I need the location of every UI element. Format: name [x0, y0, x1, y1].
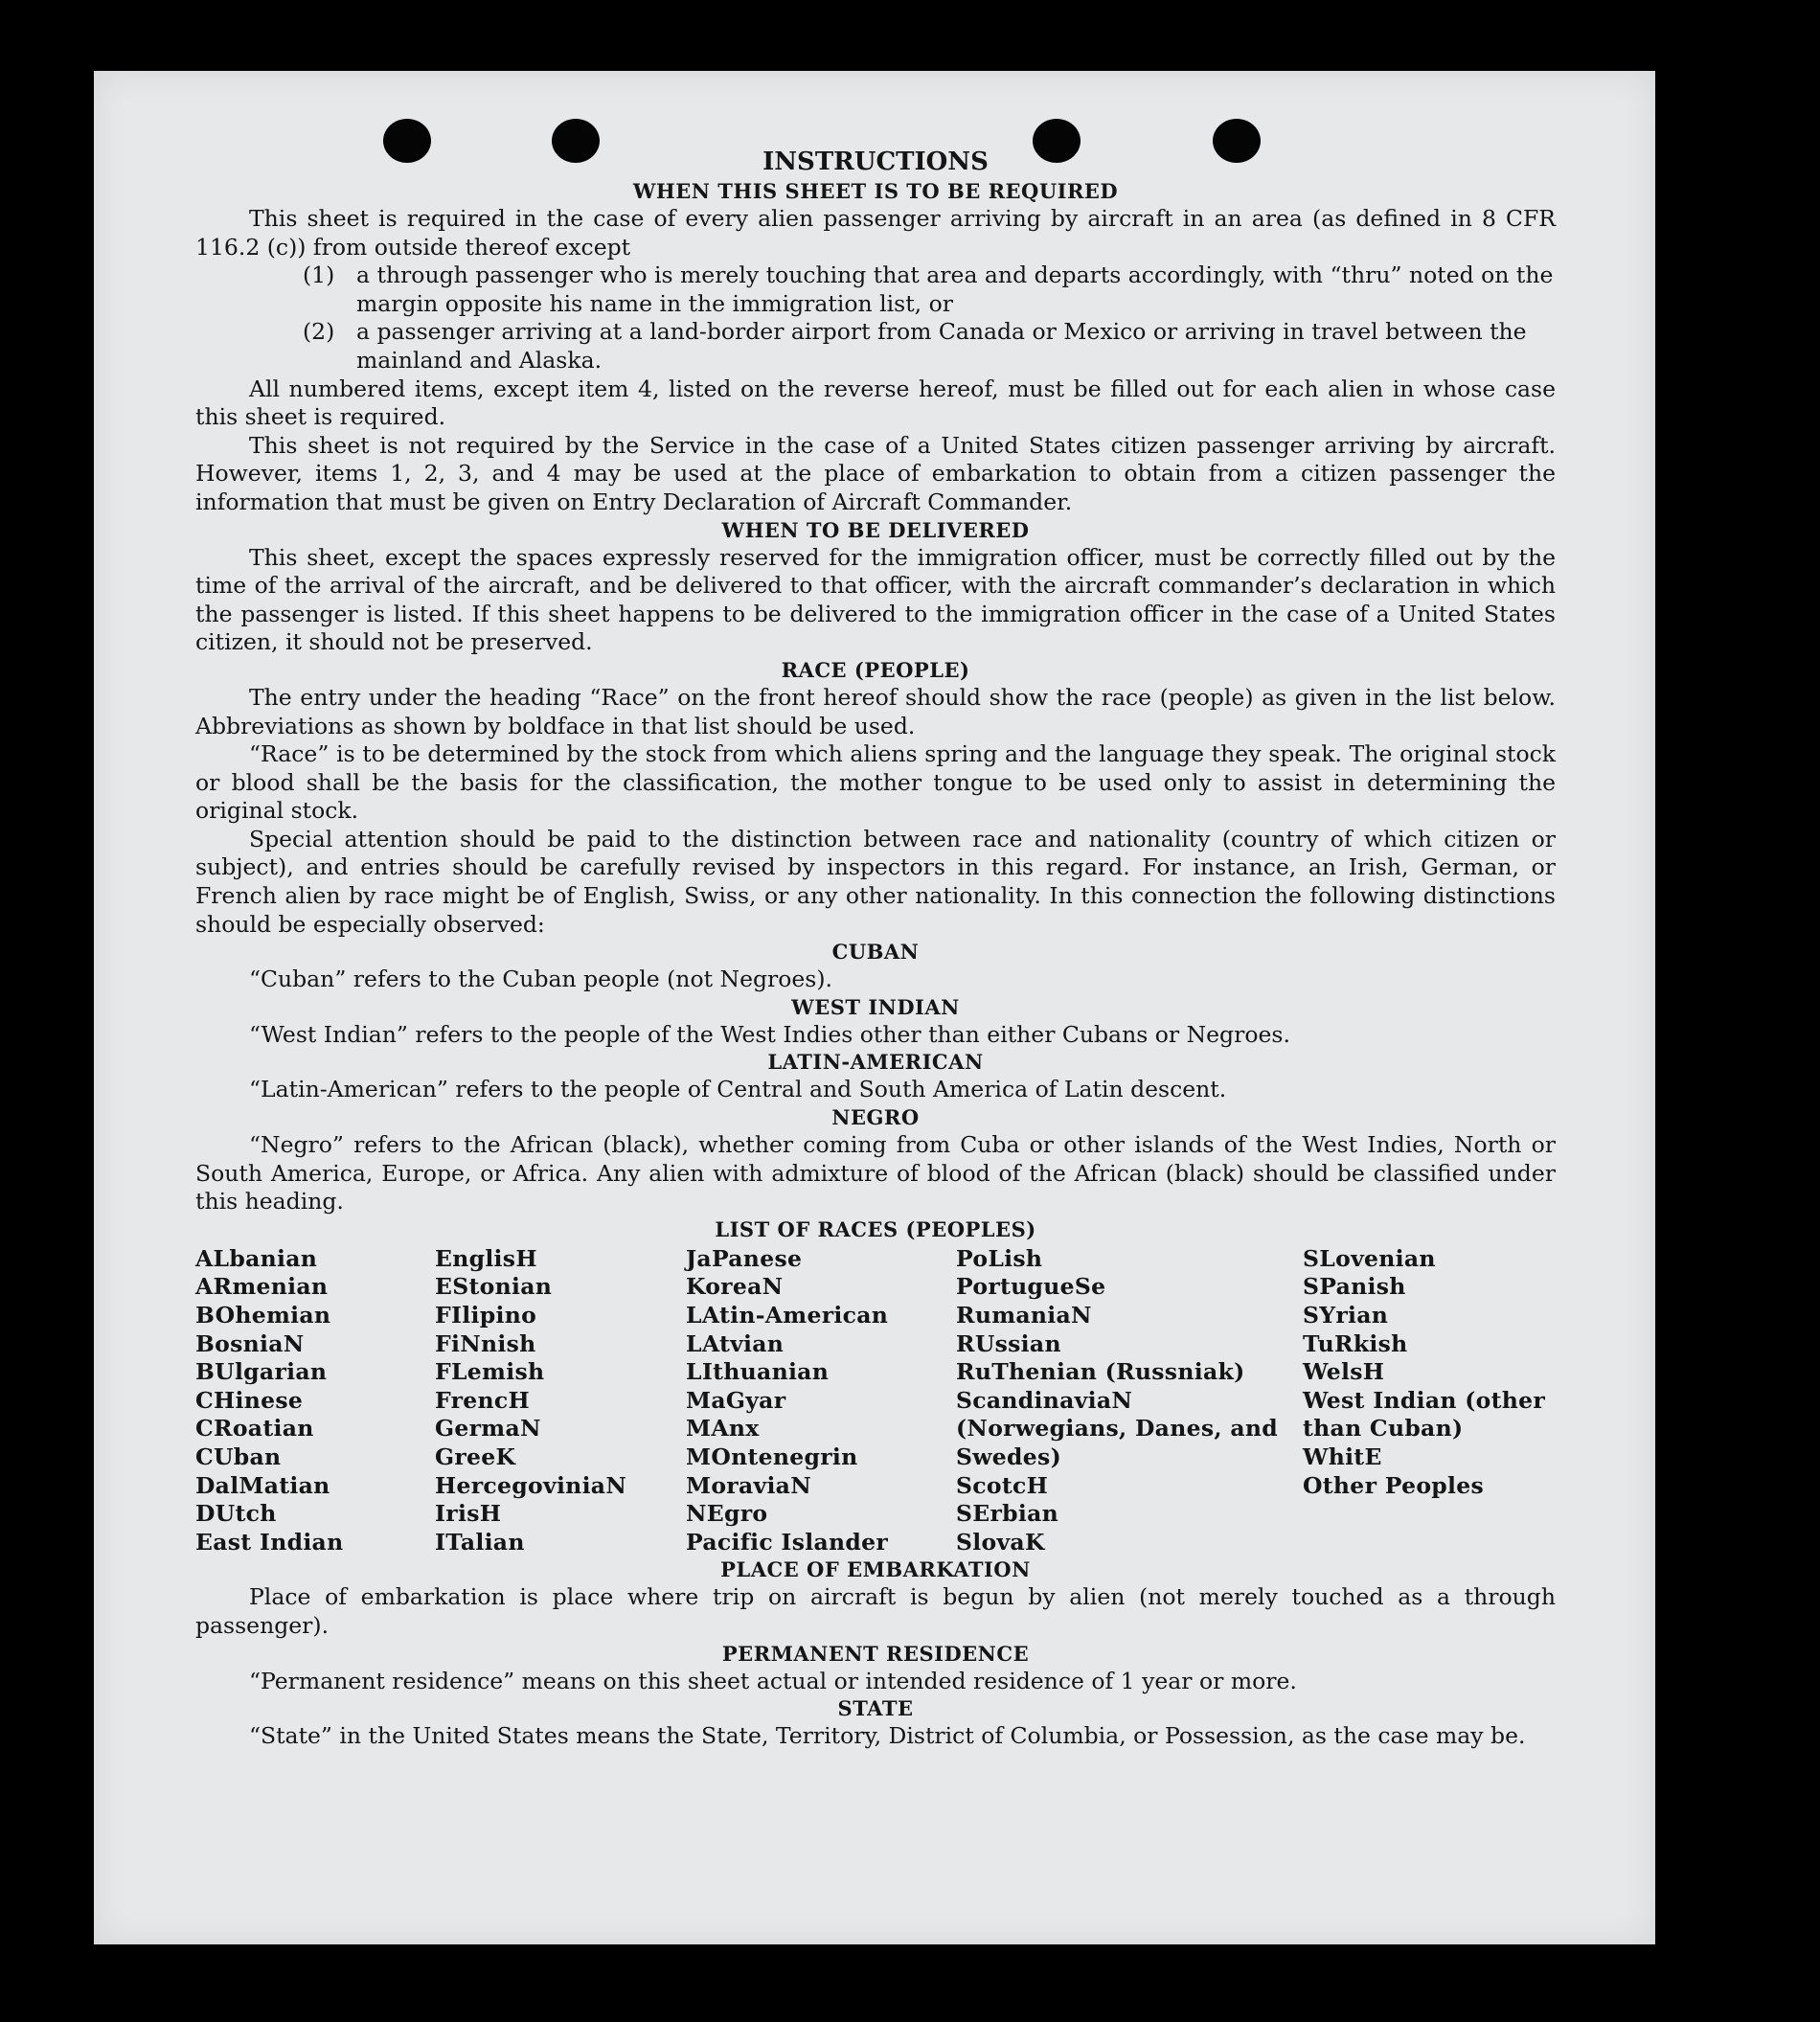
race-entry: RUssian [956, 1329, 1061, 1357]
paragraph: Special attention should be paid to the distinction between race and nationality (country of which citizen or subject), and entries should be carefully revised by inspectors in this regard. For instance, an Irish, German, or French alien by race might be of English, Swiss, or any other nationality. In this connection the following distinctions should be especially observed: [195, 825, 1556, 938]
race-entry: SPanish [1303, 1273, 1406, 1301]
instructions-body [195, 146, 1556, 1751]
race-entry: MOntenegrin [686, 1443, 858, 1470]
race-entry: SlovaK [956, 1528, 1045, 1556]
race-entry: WhitE [1303, 1443, 1382, 1470]
race-entry: HercegoviniaN [435, 1471, 627, 1499]
race-entry: RumaniaN [956, 1302, 1092, 1329]
paragraph: This sheet is required in the case of every alien passenger arriving by aircraft in an area (as defined in 8 CFR 116.2 (c)) from outside thereof except [195, 205, 1556, 261]
race-entry: PoLish [956, 1244, 1043, 1272]
race-entry: GreeK [435, 1443, 516, 1470]
heading-list-of-races: LIST OF RACES (PEOPLES) [715, 1216, 1036, 1241]
race-entry: DUtch [195, 1500, 277, 1528]
paragraph: All numbered items, except item 4, listed on the reverse hereof, must be filled out for each alien in whose case this sheet is required. [195, 375, 1556, 431]
race-entry: FIlipino [435, 1302, 537, 1329]
item-number: (1) [303, 261, 335, 289]
race-entry: MAnx [686, 1415, 760, 1443]
item-number: (2) [303, 318, 335, 346]
race-column [686, 1245, 956, 1557]
race-entry: MoraviaN [686, 1471, 811, 1499]
heading-permanent-residence: PERMANENT RESIDENCE [721, 1641, 1030, 1666]
race-entry: FiNnish [435, 1329, 536, 1357]
race-entry: RuThenian (Russniak) [956, 1358, 1245, 1386]
race-entry: LAtvian [686, 1329, 785, 1357]
paragraph: “Cuban” refers to the Cuban people (not Negroes). [249, 966, 833, 993]
race-entry: CUban [195, 1443, 282, 1470]
paragraph: “Race” is to be determined by the stock from which aliens spring and the language they speak. The original stock or blood shall be the basis for the classification, the mother tongue to be used only to assist in determining the original stock. [195, 740, 1556, 825]
paragraph: “Latin-American” refers to the people of Central and South America of Latin descent. [249, 1076, 1227, 1103]
heading-when-delivered: WHEN TO BE DELIVERED [721, 517, 1030, 542]
race-entry: LIthuanian [686, 1358, 830, 1386]
race-entry: EStonian [435, 1273, 553, 1301]
race-entry: ALbanian [195, 1244, 318, 1272]
item-text: a through passenger who is merely touching that area and departs accordingly, with “thru” noted on the margin opposite his name in the immigration list, or [356, 261, 1554, 317]
paragraph: “State” in the United States means the State, Territory, District of Columbia, or Possession, as the case may be. [249, 1722, 1526, 1750]
race-entry: MaGyar [686, 1386, 786, 1414]
race-entry: West Indian (other than Cuban) [1303, 1386, 1546, 1443]
paragraph: The entry under the heading “Race” on the front hereof should show the race (people) as given in the list below. Abbreviations as shown by boldface in that list should be used. [195, 683, 1556, 739]
page-title: INSTRUCTIONS [762, 148, 989, 176]
race-entry: BOhemian [195, 1302, 331, 1329]
race-entry: JaPanese [686, 1244, 803, 1272]
race-entry: Other Peoples [1303, 1471, 1485, 1499]
item-text: a passenger arriving at a land-border airport from Canada or Mexico or arriving in travel between the mainland and Alaska. [356, 318, 1527, 374]
race-entry: WelsH [1303, 1358, 1385, 1386]
race-column [1303, 1245, 1556, 1557]
race-entry: SLovenian [1303, 1244, 1436, 1272]
race-entry: CHinese [195, 1386, 304, 1414]
heading-latin-american: LATIN-AMERICAN [767, 1050, 984, 1075]
race-entry: GermaN [435, 1415, 541, 1443]
race-entry: ITalian [435, 1528, 525, 1556]
list-item [195, 318, 1556, 375]
document-page [94, 71, 1655, 1944]
race-entry: ScotcH [956, 1471, 1049, 1499]
race-column [195, 1245, 435, 1557]
paragraph: “West Indian” refers to the people of the West Indies other than either Cubans or Negroes. [249, 1020, 1290, 1048]
race-entry: CRoatian [195, 1415, 314, 1443]
heading-west-indian: WEST INDIAN [791, 994, 960, 1019]
race-column [435, 1245, 686, 1557]
heading-when-required: WHEN THIS SHEET IS TO BE REQUIRED [632, 179, 1119, 203]
race-entry: SErbian [956, 1500, 1059, 1528]
race-entry: SYrian [1303, 1302, 1389, 1329]
race-entry: BUlgarian [195, 1358, 328, 1386]
race-entry: DalMatian [195, 1471, 330, 1499]
paragraph: “Permanent residence” means on this sheet actual or intended residence of 1 year or more. [249, 1667, 1297, 1694]
race-entry: ARmenian [195, 1273, 329, 1301]
paragraph: “Negro” refers to the African (black), whether coming from Cuba or other islands of the West Indies, North or South America, Europe, or Africa. Any alien with admixture of blood of the African (black) should be classified under this heading. [195, 1131, 1556, 1215]
race-entry: NEgro [686, 1500, 768, 1528]
paragraph: This sheet is not required by the Service in the case of a United States citizen passenger arriving by aircraft. However, items 1, 2, 3, and 4 may be used at the place of embarkation to obtain from a citizen passenger the information that must be given on Entry Declaration of Aircraft Commander. [195, 431, 1556, 515]
race-entry: Pacific Islander [686, 1528, 889, 1556]
race-entry: KoreaN [686, 1273, 784, 1301]
race-entry: EnglisH [435, 1244, 537, 1272]
race-entry: PortugueSe [956, 1273, 1106, 1301]
heading-state: STATE [837, 1696, 914, 1721]
race-entry: East Indian [195, 1528, 344, 1556]
race-entry: BosniaN [195, 1329, 305, 1357]
race-column [956, 1245, 1303, 1557]
race-entry: FrencH [435, 1386, 531, 1414]
heading-cuban: CUBAN [831, 940, 920, 965]
heading-embarkation: PLACE OF EMBARKATION [720, 1557, 1031, 1582]
list-item [195, 261, 1556, 318]
paragraph: This sheet, except the spaces expressly reserved for the immigration officer, must be correctly filled out by the time of the arrival of the aircraft, and be delivered to that officer, with the aircraft commander’s declaration in which the passenger is listed. If this sheet happens to be delivered to the immigration officer in the case of a United States citizen, it should not be preserved. [195, 543, 1556, 656]
race-entry: TuRkish [1303, 1329, 1408, 1357]
heading-negro: NEGRO [831, 1105, 920, 1130]
race-entry: ScandinaviaN (Norwegians, Danes, and Swedes) [956, 1386, 1278, 1470]
race-entry: LAtin-American [686, 1302, 889, 1329]
heading-race: RACE (PEOPLE) [781, 657, 970, 682]
race-list [195, 1245, 1556, 1557]
race-entry: IrisH [435, 1500, 502, 1528]
race-entry: FLemish [435, 1358, 545, 1386]
paragraph: Place of embarkation is place where trip on aircraft is begun by alien (not merely touched as a through passenger). [195, 1583, 1556, 1639]
